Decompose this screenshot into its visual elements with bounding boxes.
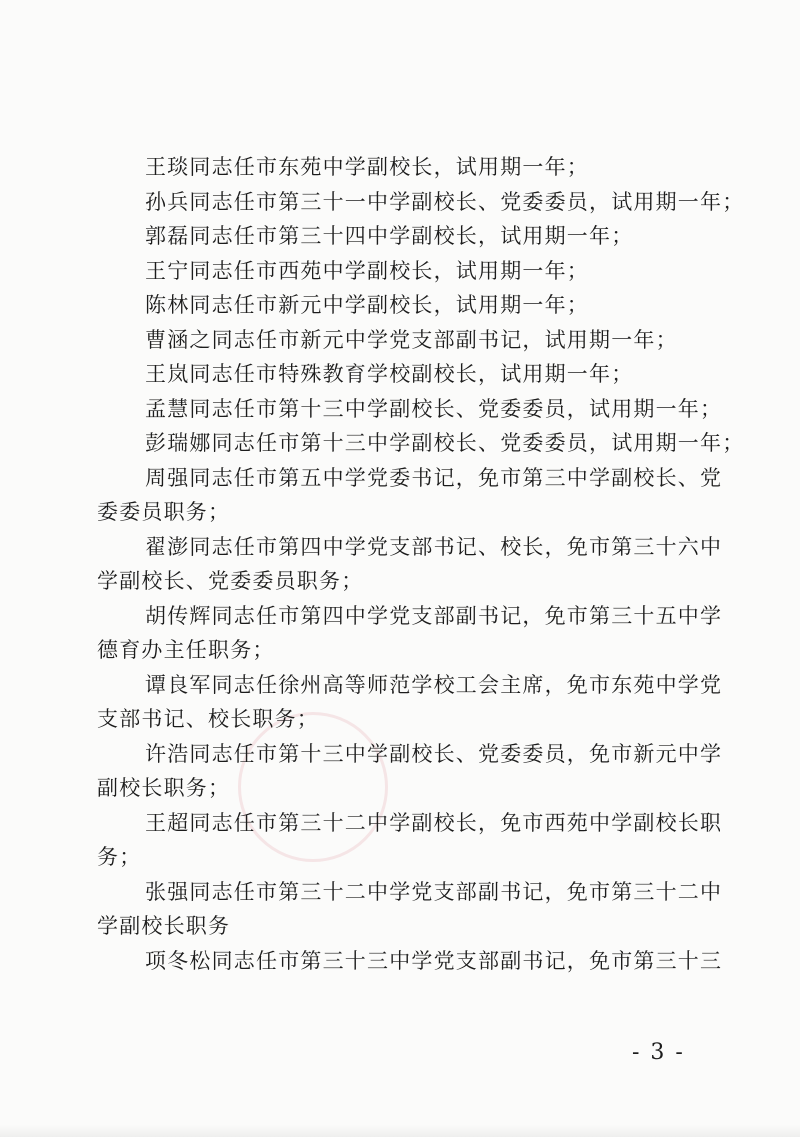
- text-line: 王宁同志任市西苑中学副校长，试用期一年；: [145, 258, 589, 283]
- text-line: 王琰同志任市东苑中学副校长，试用期一年；: [145, 155, 589, 179]
- text-line: 王超同志任市第三十二中学副校长，免市西苑中学副校长职: [145, 810, 723, 835]
- text-line: 谭良军同志任徐州高等师范学校工会主席，免市东苑中学党: [145, 672, 723, 697]
- text-line: 务；: [97, 845, 142, 869]
- body-lines: [97, 150, 745, 978]
- text-line: 孙兵同志任市第三十一中学副校长、党委委员，试用期一年；: [145, 189, 745, 214]
- text-line: 胡传辉同志任市第四中学党支部副书记，免市第三十五中学: [145, 603, 723, 628]
- text-line: 学副校长、党委委员职务；: [97, 569, 364, 593]
- text-line: 陈林同志任市新元中学副校长，试用期一年；: [145, 293, 589, 317]
- text-line: 张强同志任市第三十二中学党支部副书记，免市第三十二中: [145, 879, 723, 904]
- text-line: 孟慧同志任市第十三中学副校长、党委委员，试用期一年；: [145, 396, 723, 421]
- text-line: 委委员职务；: [97, 500, 231, 524]
- text-line: 德育办主任职务；: [97, 638, 275, 662]
- text-line: 彭瑞娜同志任市第十三中学副校长、党委委员，试用期一年；: [145, 431, 745, 455]
- text-line: 学副校长职务: [97, 914, 231, 938]
- text-line: 曹涵之同志任市新元中学党支部副书记，试用期一年；: [145, 327, 678, 352]
- text-line: 翟澎同志任市第四中学党支部书记、校长，免市第三十六中: [145, 534, 723, 559]
- text-line: 副校长职务；: [97, 776, 231, 800]
- text-line: 许浩同志任市第十三中学副校长、党委委员，免市新元中学: [145, 741, 723, 766]
- document-body: [97, 150, 745, 978]
- text-line: 支部书记、校长职务；: [97, 707, 319, 731]
- text-line: 项冬松同志任市第三十三中学党支部副书记，免市第三十三: [145, 948, 723, 973]
- text-line: 郭磊同志任市第三十四中学副校长，试用期一年；: [145, 224, 634, 248]
- text-line: 周强同志任市第五中学党委书记，免市第三中学副校长、党: [145, 465, 723, 490]
- scan-edge-shadow: [0, 1125, 800, 1137]
- page-number: - 3 -: [632, 1040, 685, 1065]
- text-line: 王岚同志任市特殊教育学校副校长，试用期一年；: [145, 362, 634, 386]
